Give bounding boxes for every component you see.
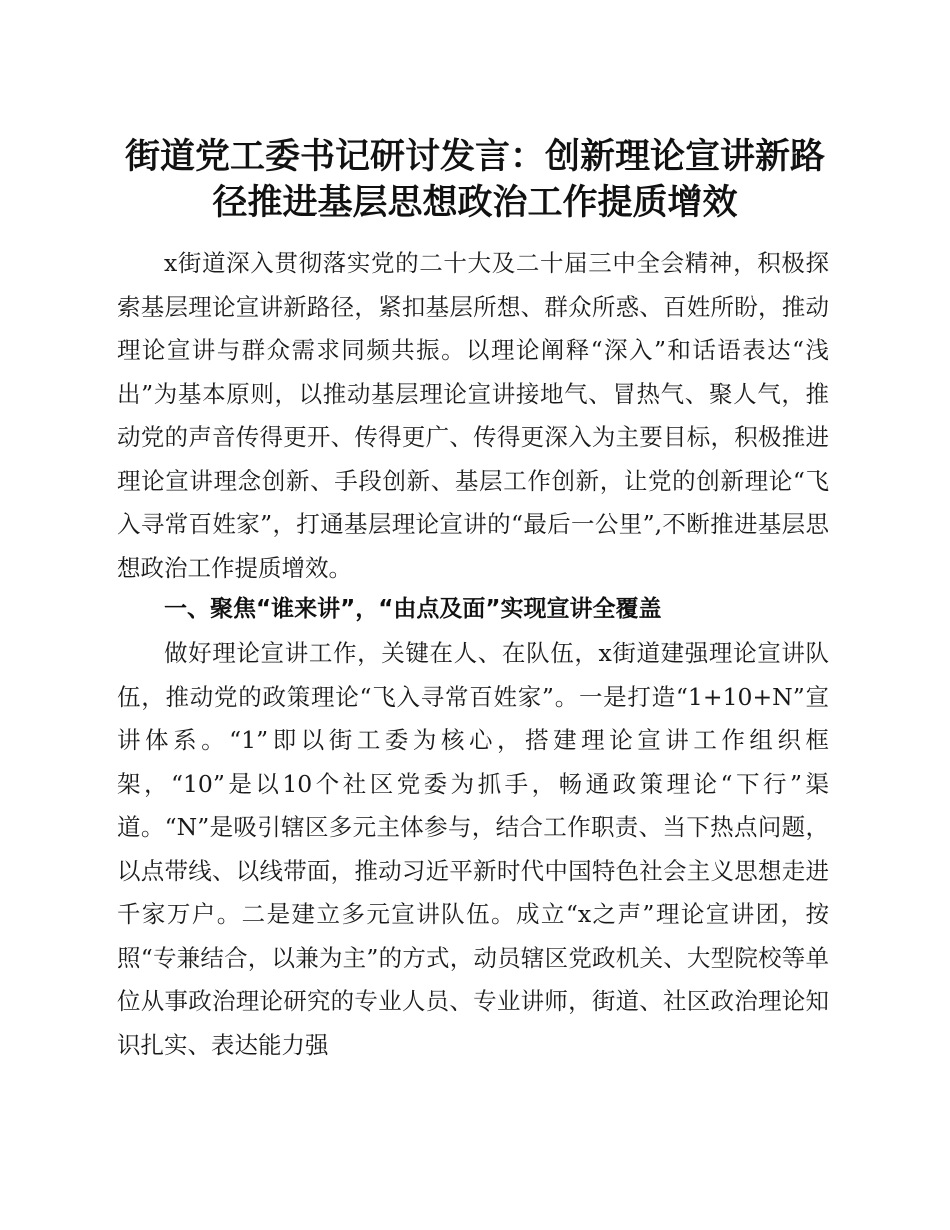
intro-paragraph: x街道深入贯彻落实党的二十大及二十届三中全会精神，积极探索基层理论宣讲新路径，紧扣基层所想、群众所惑、百姓所盼，推动理论宣讲与群众需求同频共振。以理论阐释“深入”和话语表达“浅出”为基本原则，以推动基层理论宣讲接地气、冒热气、聚人气，推动党的声音传得更开、传得更广、传得更深入为主要目标，积极推进理论宣讲理念创新、手段创新、基层工作创新，让党的创新理论“飞入寻常百姓家”，打通基层理论宣讲的“最后一公里”,不断推进基层思想政治工作提质增效。 bbox=[117, 249, 829, 582]
section-heading-1: 一、聚焦“谁来讲”，“由点及面”实现宣讲全覆盖 bbox=[164, 596, 662, 622]
section-1-paragraph: 做好理论宣讲工作，关键在人、在队伍，x街道建强理论宣讲队伍，推动党的政策理论“飞入寻常百姓家”。一是打造“1+10+N”宣讲体系。“1”即以街工委为核心，搭建理论宣讲工作组织框架，“10”是以10个社区党委为抓手，畅通政策理论“下行”渠道。“N”是吸引辖区多元主体参与，结合工作职责、当下热点问题，以点带线、以线带面，推动习近平新时代中国特色社会主义思想走进千家万户。二是建立多元宣讲队伍。成立“x之声”理论宣讲团，按照“专兼结合，以兼为主”的方式，动员辖区党政机关、大型院校等单位从事政治理论研究的专业人员、专业讲师，街道、社区政治理论知识扎实、表达能力强 bbox=[117, 639, 829, 1059]
document-title: 街道党工委书记研讨发言：创新理论宣讲新路径推进基层思想政治工作提质增效 bbox=[124, 136, 825, 223]
